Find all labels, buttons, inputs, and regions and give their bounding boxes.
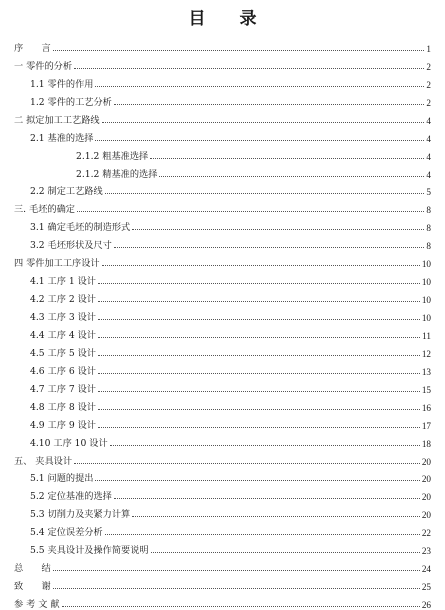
toc-entry-page-number: 8 [426,205,431,216]
toc-entry[interactable] [14,359,431,377]
toc-dot-leader [105,193,425,194]
toc-entry-label: 5.2 定位基准的选择 [30,491,112,503]
toc-dot-leader [114,247,425,248]
toc-entry-page-number: 20 [421,510,431,521]
toc-dot-leader [114,498,420,499]
toc-entry-page-number: 4 [426,151,431,162]
toc-entry[interactable] [14,269,431,287]
toc-entry[interactable] [14,54,431,72]
toc-dot-leader [77,211,424,212]
toc-entry-label: 1.2 零件的工艺分析 [30,96,112,108]
toc-entry[interactable] [14,574,431,592]
toc-entry[interactable] [14,467,431,485]
toc-dot-leader [98,337,420,338]
toc-entry-label: 4.5 工序 5 设计 [30,347,96,359]
toc-entry-label: 4.6 工序 6 设计 [30,365,96,377]
toc-dot-leader [132,229,424,230]
toc-entry-page-number: 17 [421,420,431,431]
toc-entry[interactable] [14,341,431,359]
toc-dot-leader [98,409,420,410]
toc-dot-leader [105,534,420,535]
toc-entry-page-number: 1 [426,43,431,54]
toc-entry-label: 4.7 工序 7 设计 [30,383,96,395]
toc-entry-label: 总 结 [14,563,51,575]
toc-entry[interactable] [14,72,431,90]
toc-entry[interactable] [14,126,431,144]
toc-dot-leader [98,301,420,302]
toc-entry-page-number: 26 [421,600,431,610]
toc-entry[interactable] [14,215,431,233]
table-of-contents [14,36,431,610]
toc-entry-page-number: 10 [421,259,431,270]
toc-dot-leader [98,283,420,284]
toc-entry-label: 4.8 工序 8 设计 [30,401,96,413]
toc-dot-leader [98,373,420,374]
toc-entry-page-number: 2 [426,61,431,72]
toc-entry-label: 2.2 制定工艺路线 [30,186,103,198]
toc-dot-leader [98,319,420,320]
toc-dot-leader [53,570,420,571]
toc-entry-label: 4.4 工序 4 设计 [30,329,96,341]
toc-entry-page-number: 12 [421,348,431,359]
toc-entry-page-number: 18 [421,438,431,449]
toc-entry[interactable] [14,556,431,574]
toc-entry-page-number: 2 [426,97,431,108]
toc-entry-page-number: 4 [426,133,431,144]
toc-entry[interactable] [14,108,431,126]
toc-entry-page-number: 8 [426,241,431,252]
toc-dot-leader [98,355,420,356]
toc-entry[interactable] [14,305,431,323]
toc-entry-page-number: 5 [426,187,431,198]
toc-entry[interactable] [14,502,431,520]
toc-entry[interactable] [14,520,431,538]
toc-entry-label: 参 考 文 献 [14,599,60,610]
toc-entry[interactable] [14,413,431,431]
toc-entry[interactable] [14,251,431,269]
toc-dot-leader [98,391,420,392]
toc-entry-label: 五、 夹具设计 [14,455,73,467]
toc-dot-leader [95,140,424,141]
toc-entry-page-number: 10 [421,295,431,306]
toc-dot-leader [98,427,420,428]
toc-dot-leader [95,86,424,87]
toc-entry[interactable] [14,233,431,251]
toc-entry-page-number: 20 [421,492,431,503]
toc-dot-leader [114,104,425,105]
toc-entry-label: 一 零件的分析 [14,60,73,72]
toc-entry-label: 5.3 切削力及夹紧力计算 [30,509,131,521]
toc-entry-page-number: 2 [426,79,431,90]
toc-entry[interactable] [14,90,431,108]
toc-dot-leader [110,445,420,446]
toc-entry-label: 3.1 确定毛坯的制造形式 [30,222,131,234]
toc-entry[interactable] [14,449,431,467]
toc-entry-label: 4.3 工序 3 设计 [30,312,96,323]
toc-entry[interactable] [14,431,431,449]
toc-entry[interactable] [14,484,431,502]
toc-entry-label: 4.1 工序 1 设计 [30,276,96,288]
toc-entry-label: 4.2 工序 2 设计 [30,294,96,306]
toc-dot-leader [95,480,419,481]
toc-entry-page-number: 10 [421,277,431,288]
toc-dot-leader [62,606,420,607]
toc-entry-page-number: 24 [421,564,431,575]
toc-entry-page-number: 25 [421,582,431,593]
toc-dot-leader [53,50,425,51]
toc-entry[interactable] [14,395,431,413]
toc-entry-page-number: 23 [421,546,431,557]
toc-entry-label: 4.9 工序 9 设计 [30,419,96,431]
toc-dot-leader [102,122,425,123]
toc-entry-label: 2.1 基准的选择 [30,132,94,144]
toc-dot-leader [132,516,420,517]
toc-entry[interactable] [14,144,431,162]
toc-dot-leader [159,176,424,177]
toc-entry-label: 3.2 毛坯形状及尺寸 [30,240,112,252]
toc-entry-page-number: 4 [426,115,431,126]
toc-entry[interactable] [14,197,431,215]
toc-entry-label: 致 谢 [14,581,51,593]
toc-entry[interactable] [14,377,431,395]
toc-entry-label: 1.1 零件的作用 [30,78,94,90]
toc-entry-page-number: 8 [426,223,431,234]
toc-entry[interactable] [14,538,431,556]
toc-dot-leader [74,463,420,464]
toc-dot-leader [102,265,420,266]
toc-dot-leader [151,552,420,553]
toc-dot-leader [150,158,424,159]
toc-entry[interactable] [14,287,431,305]
toc-entry[interactable] [14,162,431,180]
toc-entry-label: 序 言 [14,42,51,54]
toc-entry-page-number: 13 [421,366,431,377]
toc-entry[interactable] [14,180,431,198]
toc-entry[interactable] [14,592,431,610]
toc-entry-page-number: 20 [421,474,431,485]
toc-entry-label: 4.10 工序 10 设计 [30,437,108,449]
toc-entry-label: 四 零件加工工序设计 [14,258,100,270]
toc-entry-label: 2.1.2 粗基准选择 [76,150,149,162]
toc-dot-leader [53,588,420,589]
toc-entry-page-number: 15 [421,384,431,395]
toc-entry[interactable] [14,323,431,341]
toc-entry-page-number: 16 [421,402,431,413]
toc-entry-label: 二 拟定加工工艺路线 [14,114,100,126]
toc-entry[interactable] [14,36,431,54]
page-title: 目 录 [188,9,271,29]
toc-entry-page-number: 22 [421,528,431,539]
toc-entry-page-number: 11 [422,330,431,341]
toc-entry-label: 2.1.2 精基准的选择 [76,168,158,180]
toc-entry-page-number: 20 [421,456,431,467]
toc-entry-page-number: 10 [421,313,431,323]
toc-entry-label: 5.4 定位误差分析 [30,527,103,539]
toc-entry-label: 5.1 问题的提出 [30,473,94,485]
toc-entry-label: 三. 毛坯的确定 [14,204,75,216]
toc-entry-page-number: 4 [426,169,431,180]
toc-entry-label: 5.5 夹具设计及操作简要说明 [30,545,149,557]
toc-dot-leader [74,68,424,69]
